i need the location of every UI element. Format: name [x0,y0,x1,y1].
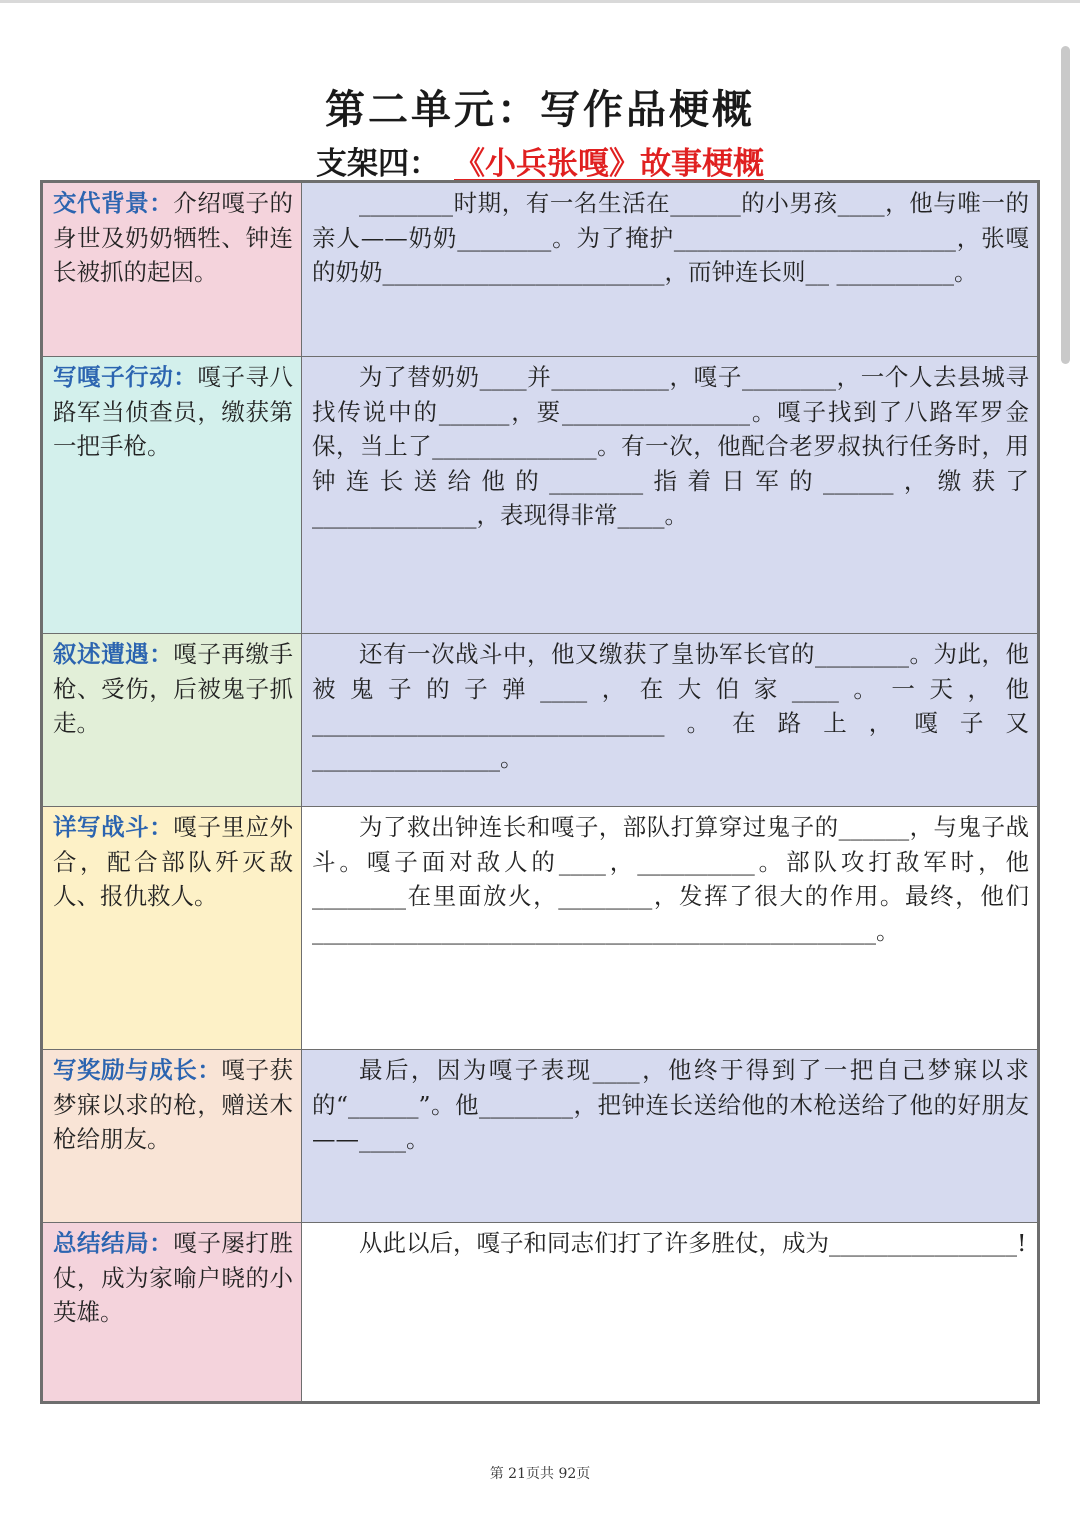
page-number-footer: 第 21页共 92页 [489,1466,591,1482]
row-desc: 嘎子再缴手枪、受伤，后被鬼子抓走。 [53,640,294,737]
row-desc: 嘎子寻八路军当侦查员，缴获第一把手枪。 [53,363,294,460]
row-key: 交代背景： [53,189,174,217]
row-content-background: ________时期，有一名生活在______的小男孩____，他与唯一的亲人——奶奶________。为了掩护________________________，张嘎的奶奶________________________，而钟连长则__ __________。 [302,183,1037,357]
row-content-encounter: 还有一次战斗中，他又缴获了皇协军长官的________。为此，他被鬼子的子弹____，在大伯家____。一天，他______________________________。在路上，嘎子又________________。 [302,634,1037,807]
page-title: 第二单元：写作品梗概 [325,87,755,133]
page-subtitle [0,138,1080,183]
row-label-encounter [43,634,302,807]
row-key: 写奖励与成长： [53,1056,222,1084]
row-desc: 嘎子获梦寐以求的枪，赠送木枪给朋友。 [53,1056,294,1153]
row-content-conclusion: 从此以后，嘎子和同志们打了许多胜仗，成为________________! [302,1223,1037,1401]
row-key: 总结结局： [53,1229,174,1257]
row-key: 叙述遭遇： [53,640,174,668]
row-content-battle: 为了救出钟连长和嘎子，部队打算穿过鬼子的______，与鬼子战斗。嘎子面对敌人的____，__________。部队攻打敌军时，他________在里面放火，________，发挥了很大的作用。最终，他们________________________________________________。 [302,807,1037,1050]
subtitle-book-title: 《小兵张嘎》故事梗概 [454,146,764,182]
outline-table [40,180,1040,1404]
row-desc: 嘎子里应外合，配合部队歼灭敌人、报仇救人。 [53,813,294,910]
subtitle-prefix: 支架四： [316,146,440,182]
row-label-reward [43,1050,302,1223]
row-content-reward: 最后，因为嘎子表现____，他终于得到了一把自己梦寐以求的“______”。他________，把钟连长送给他的木枪送给了他的好朋友——____。 [302,1050,1037,1223]
row-key: 详写战斗： [53,813,174,841]
row-content-action: 为了替奶奶____并__________，嘎子________，一个人去县城寻找传说中的______，要________________。嘎子找到了八路军罗金保，当上了______________。有一次，他配合老罗叔执行任务时，用钟连长送给他的________指着日军的______，缴获了______________，表现得非常____。 [302,357,1037,634]
subtitle-underline [440,151,454,183]
row-label-conclusion [43,1223,302,1401]
row-desc: 嘎子屡打胜仗，成为家喻户晓的小英雄。 [53,1229,294,1326]
top-divider [0,0,1080,3]
row-key: 写嘎子行动： [53,363,198,391]
row-label-battle [43,807,302,1050]
row-desc: 介绍嘎子的身世及奶奶牺牲、钟连长被抓的起因。 [53,189,294,286]
row-label-background [43,183,302,357]
row-label-action [43,357,302,634]
